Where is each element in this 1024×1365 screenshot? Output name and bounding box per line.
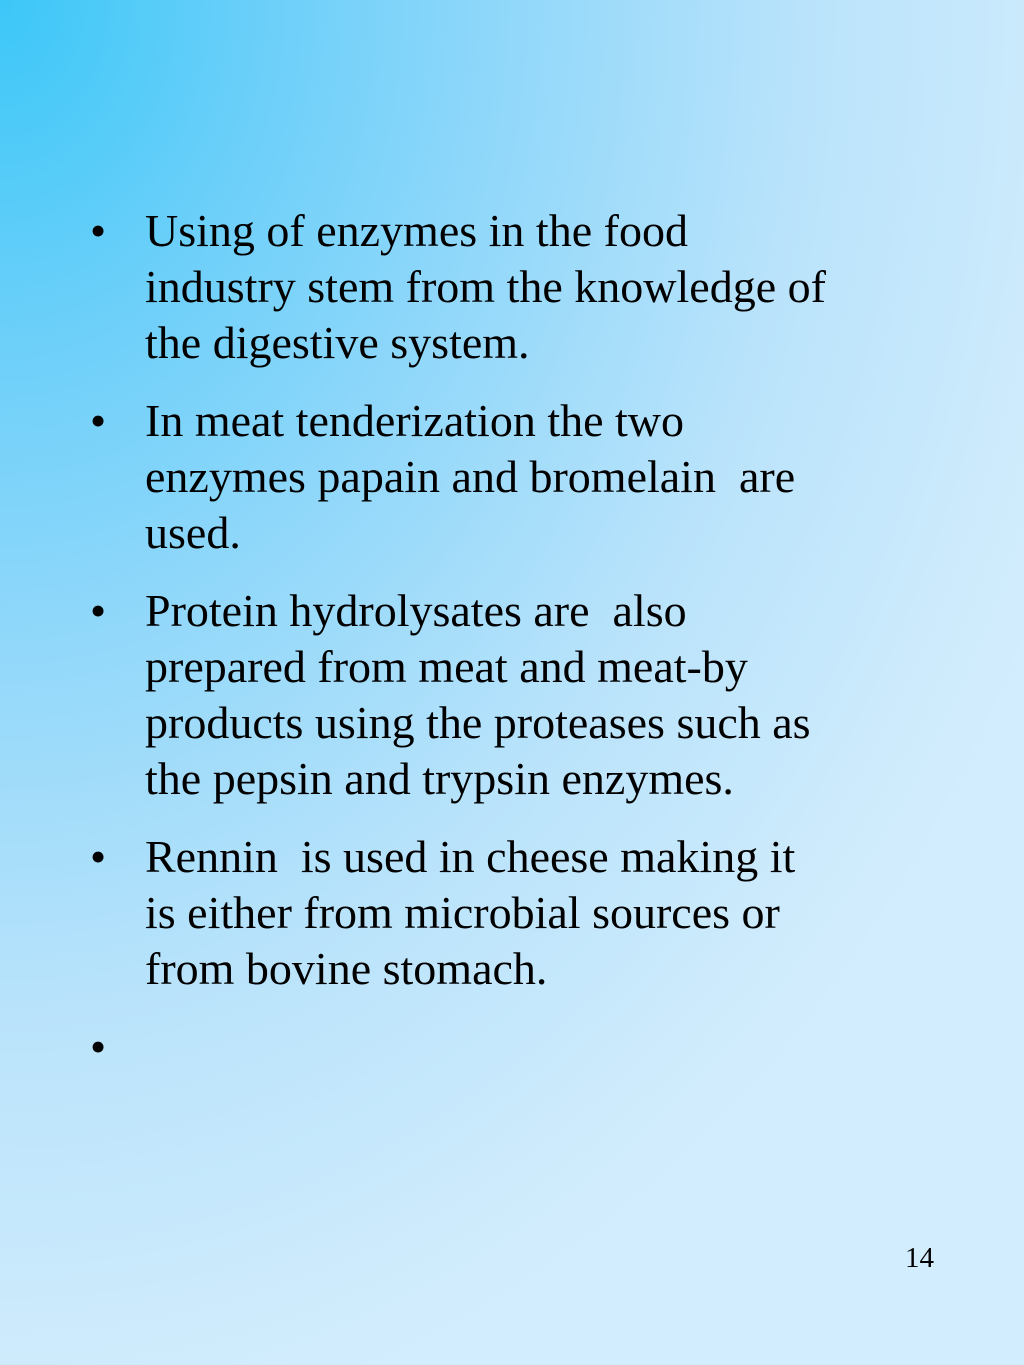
bullet-list (88, 203, 978, 1097)
bullet-line: industry stem from the knowledge of (145, 261, 826, 312)
bullet-line: enzymes papain and bromelain are (145, 451, 796, 502)
bullet-item (88, 583, 978, 807)
bullet-item (88, 1019, 978, 1075)
bullet-line: used. (145, 507, 241, 558)
bullet-text (145, 583, 811, 807)
bullet-icon: • (90, 831, 107, 882)
bullet-line: is either from microbial sources or (145, 887, 780, 938)
bullet-item (88, 203, 978, 371)
bullet-line: the pepsin and trypsin enzymes. (145, 753, 734, 804)
bullet-icon: • (90, 205, 107, 256)
bullet-icon: • (90, 585, 107, 636)
page-number: 14 (905, 1242, 934, 1274)
bullet-icon: • (90, 1021, 107, 1072)
bullet-line: the digestive system. (145, 317, 530, 368)
bullet-line: Protein hydrolysates are also (145, 585, 687, 636)
bullet-text (145, 203, 826, 371)
bullet-line: products using the proteases such as (145, 697, 811, 748)
bullet-line: from bovine stomach. (145, 943, 548, 994)
bullet-item (88, 393, 978, 561)
bullet-icon: • (90, 395, 107, 446)
bullet-text (145, 829, 795, 997)
bullet-line: prepared from meat and meat-by (145, 641, 748, 692)
bullet-line: In meat tenderization the two (145, 395, 685, 446)
bullet-item (88, 829, 978, 997)
bullet-line: Rennin is used in cheese making it (145, 831, 796, 882)
bullet-line: Using of enzymes in the food (145, 205, 688, 256)
bullet-text (145, 393, 795, 561)
